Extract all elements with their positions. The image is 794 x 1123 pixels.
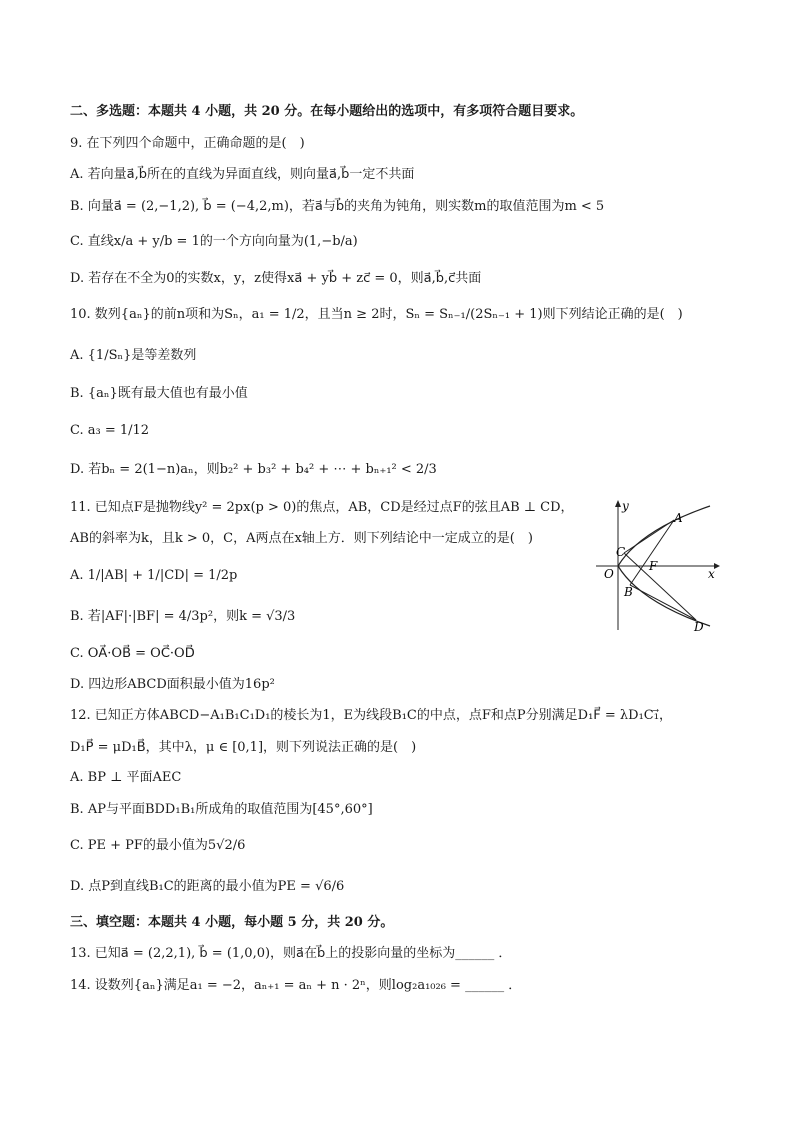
q9-option-a: A. 若向量a⃗,b⃗所在的直线为异面直线，则向量a⃗,b⃗一定不共面 — [70, 167, 415, 182]
q11-parabola-figure — [588, 498, 728, 634]
q12-stem-line2: D₁P⃗ = μD₁B⃗，其中λ，μ ∈ [0,1]，则下列说法正确的是( ) — [70, 740, 417, 755]
q10-option-b: B. {aₙ}既有最大值也有最小值 — [70, 386, 248, 401]
q9-option-c: C. 直线x/a + y/b = 1的一个方向向量为(1,−b/a) — [70, 234, 358, 249]
q12-option-b: B. AP与平面BDD₁B₁所成角的取值范围为[45°,60°] — [70, 802, 373, 817]
label-x: x — [708, 567, 715, 581]
label-b: B — [624, 585, 633, 599]
q10-stem: 10. 数列{aₙ}的前n项和为Sₙ，a₁ = 1/2，且当n ≥ 2时，Sₙ = Sₙ₋₁/(2Sₙ₋₁ + 1)则下列结论正确的是( ) — [70, 307, 683, 322]
q11-option-a: A. 1/|AB| + 1/|CD| = 1/2p — [70, 568, 238, 583]
q11-stem-line2: AB的斜率为k，且k > 0，C，A两点在x轴上方．则下列结论中一定成立的是( ) — [70, 531, 533, 546]
segment-ca — [624, 520, 674, 553]
q12-option-c: C. PE + PF的最小值为5√2/6 — [70, 838, 246, 853]
q9-stem: 9. 在下列四个命题中，正确命题的是( ) — [70, 136, 305, 151]
q11-option-d: D. 四边形ABCD面积最小值为16p² — [70, 677, 275, 692]
label-y: y — [622, 499, 629, 513]
q11-option-c: C. OA⃗·OB⃗ = OC⃗·OD⃗ — [70, 646, 195, 661]
q9-option-d: D. 若存在不全为0的实数x，y，z使得xa⃗ + yb⃗ + zc⃗ = 0，则a⃗,b⃗,c⃗共面 — [70, 271, 482, 286]
section2-heading: 二、多选题：本题共 4 小题，共 20 分。在每小题给出的选项中，有多项符合题目要求。 — [70, 104, 584, 119]
q10-option-c: C. a₃ = 1/12 — [70, 423, 150, 438]
label-a: A — [674, 511, 683, 525]
q12-option-a: A. BP ⊥ 平面AEC — [70, 770, 182, 785]
label-o: O — [604, 567, 614, 581]
chord-ab — [630, 520, 674, 585]
q12-option-d: D. 点P到直线B₁C的距离的最小值为PE = √6/6 — [70, 879, 345, 894]
q9-option-b: B. 向量a⃗ = (2,−1,2), b⃗ = (−4,2,m)，若a⃗与b⃗的夹角为钝角，则实数m的取值范围为m < 5 — [70, 199, 605, 214]
x-axis-arrow — [714, 563, 720, 569]
q11-stem-line1: 11. 已知点F是抛物线y² = 2px(p > 0)的焦点，AB，CD是经过点F的弦且AB ⊥ CD， — [70, 500, 574, 515]
q14-text: 14. 设数列{aₙ}满足a₁ = −2，aₙ₊₁ = aₙ + n · 2ⁿ，则log₂a₁₀₂₆ = ______ ． — [70, 978, 522, 993]
q13-text: 13. 已知a⃗ = (2,2,1), b⃗ = (1,0,0)，则a⃗在b⃗上的投影向量的坐标为______ ． — [70, 946, 512, 961]
q10-option-a: A. {1/Sₙ}是等差数列 — [70, 348, 197, 363]
q12-stem-line1: 12. 已知正方体ABCD−A₁B₁C₁D₁的棱长为1，E为线段B₁C的中点，点F和点P分别满足D₁F⃗ = λD₁C₁⃗， — [70, 708, 672, 723]
q10-option-d: D. 若bₙ = 2(1−n)aₙ，则b₂² + b₃² + b₄² + ⋯ + bₙ₊₁² < 2/3 — [70, 462, 437, 477]
segment-bd — [630, 585, 696, 620]
section3-heading: 三、填空题：本题共 4 小题，每小题 5 分，共 20 分。 — [70, 915, 394, 930]
q11-option-b: B. 若|AF|·|BF| = 4/3p²，则k = √3/3 — [70, 609, 296, 624]
label-c: C — [616, 545, 626, 559]
label-d: D — [694, 620, 704, 634]
label-f: F — [649, 559, 658, 573]
y-axis-arrow — [615, 500, 621, 507]
